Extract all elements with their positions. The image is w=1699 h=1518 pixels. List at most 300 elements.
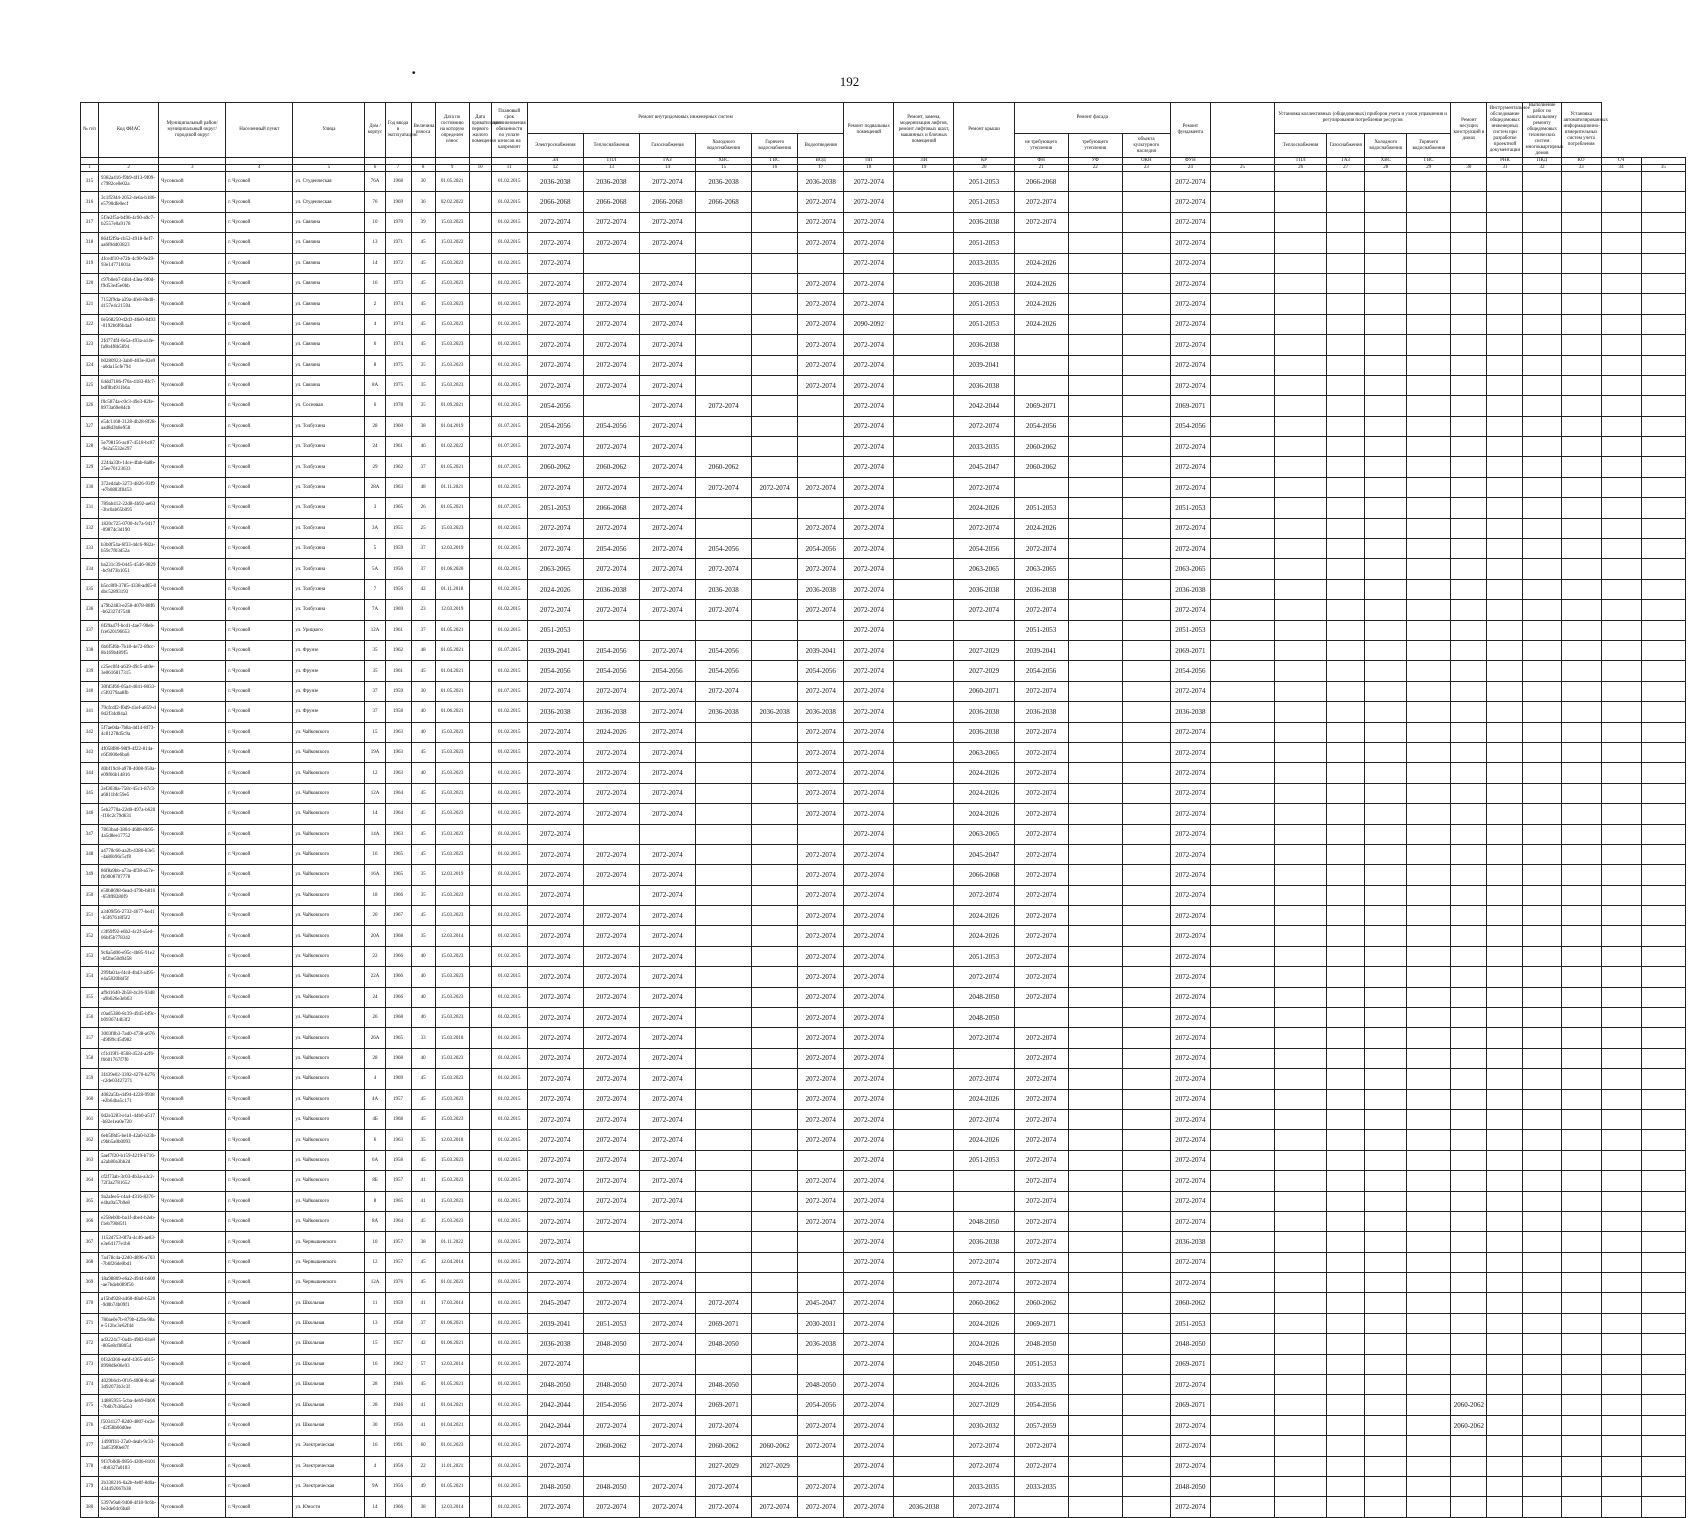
due-date: 01.02.2015 [491, 396, 527, 416]
extra-cell [1641, 212, 1685, 232]
build-year: 1956 [385, 559, 411, 579]
row-number: 368 [81, 1252, 99, 1272]
work-period: 2048-2050 [696, 1334, 752, 1354]
wear-date: 12.03.2014 [435, 926, 469, 946]
street-name: ул. Связина [293, 355, 365, 375]
table-row [81, 946, 1686, 966]
extra-cell [1407, 1334, 1451, 1354]
street-name: ул. Толбухина [293, 518, 365, 538]
due-date: 01.02.2015 [491, 661, 527, 681]
wear-date: 01.06.2020 [435, 559, 469, 579]
extra-cell [1365, 763, 1407, 783]
extra-cell [1641, 906, 1685, 926]
extra-cell [1641, 396, 1685, 416]
extra-cell [1365, 273, 1407, 293]
work-period: 2072-2074 [1014, 192, 1068, 212]
work-period: 2072-2074 [583, 1069, 639, 1089]
build-year: 1946 [385, 1375, 411, 1395]
work-period [894, 192, 954, 212]
work-period [1068, 233, 1122, 253]
work-period: 2060-2062 [954, 1293, 1014, 1313]
house-number: 14А [365, 824, 385, 844]
work-period: 2072-2074 [527, 926, 583, 946]
work-period [752, 294, 798, 314]
work-period [1122, 640, 1170, 660]
town-name: г. Чусовой [226, 457, 293, 477]
work-period: 2072-2074 [527, 1252, 583, 1272]
work-period [639, 1456, 695, 1476]
town-name: г. Чусовой [226, 620, 293, 640]
work-period: 2072-2074 [527, 1048, 583, 1068]
fias-code: e54c1168-3128-4b28-8f28-aad8d3b8e958 [99, 416, 159, 436]
extra-cell [1275, 1497, 1327, 1517]
house-number: 12 [365, 1252, 385, 1272]
code-cell: ХВС [696, 158, 752, 165]
extra-cell [1601, 946, 1641, 966]
hdr-cold-water: Холодного водоснабжения [696, 134, 752, 158]
extra-cell [1601, 498, 1641, 518]
extra-cell [1601, 865, 1641, 885]
work-period [696, 1069, 752, 1089]
column-number: 13 [583, 165, 639, 172]
extra-cell [1523, 1497, 1561, 1517]
wear-date: 02.02.2022 [435, 192, 469, 212]
house-number: 28 [365, 1395, 385, 1415]
work-period: 2072-2074 [583, 600, 639, 620]
street-name: ул. Электрическая [293, 1456, 365, 1476]
page-mark: • [412, 68, 416, 79]
extra-cell [1601, 640, 1641, 660]
wear-date: 15.03.2023 [435, 253, 469, 273]
extra-cell [1561, 804, 1601, 824]
due-date: 01.07.2015 [491, 681, 527, 701]
table-row [81, 1150, 1686, 1170]
work-period: 2072-2074 [1170, 1375, 1210, 1395]
work-period: 2024-2026 [1014, 294, 1068, 314]
work-period: 2036-2038 [954, 212, 1014, 232]
hdr-meter-hot: Горячего водоснабжения [1407, 134, 1451, 158]
extra-cell [1641, 273, 1685, 293]
extra-cell [1487, 926, 1523, 946]
build-year: 1961 [385, 620, 411, 640]
table-row [81, 600, 1686, 620]
privatization-date [469, 212, 491, 232]
extra-cell [1365, 1048, 1407, 1068]
extra-cell [1561, 722, 1601, 742]
wear-value: 40 [411, 987, 435, 1007]
privatization-date [469, 1232, 491, 1252]
row-number: 359 [81, 1069, 99, 1089]
table-row [81, 1334, 1686, 1354]
work-period [1122, 539, 1170, 559]
work-period [798, 498, 844, 518]
house-number: 24 [365, 987, 385, 1007]
house-number: 11 [365, 1293, 385, 1313]
area-name: Чусовской [159, 375, 226, 395]
extra-cell [1641, 600, 1685, 620]
extra-cell [1407, 1232, 1451, 1252]
table-row [81, 1109, 1686, 1129]
extra-cell [1210, 1415, 1274, 1435]
hdr-group-facade: Ремонт фасада [1014, 103, 1170, 134]
wear-value: 45 [411, 824, 435, 844]
work-period: 2072-2074 [1170, 987, 1210, 1007]
work-period: 2072-2074 [798, 1130, 844, 1150]
work-period: 2024-2026 [954, 783, 1014, 803]
work-period: 2072-2074 [583, 437, 639, 457]
work-period [696, 824, 752, 844]
work-period: 2072-2074 [844, 763, 894, 783]
work-period [696, 1028, 752, 1048]
extra-cell [1523, 294, 1561, 314]
work-period: 2030-2031 [798, 1313, 844, 1333]
work-period [696, 1191, 752, 1211]
work-period [752, 967, 798, 987]
build-year: 1959 [385, 539, 411, 559]
town-name: г. Чусовой [226, 987, 293, 1007]
extra-cell [1327, 559, 1365, 579]
work-period [752, 559, 798, 579]
table-row [81, 1293, 1686, 1313]
work-period [752, 946, 798, 966]
code-cell [1641, 158, 1685, 165]
table-row [81, 192, 1686, 212]
work-period [1122, 1477, 1170, 1497]
work-period [1014, 477, 1068, 497]
wear-date: 12.03.2019 [435, 539, 469, 559]
extra-cell [1451, 702, 1487, 722]
code-cell: УФ [1068, 158, 1122, 165]
extra-cell [1275, 396, 1327, 416]
extra-cell [1327, 233, 1365, 253]
extra-cell [1275, 1089, 1327, 1109]
due-date: 01.02.2015 [491, 539, 527, 559]
work-period: 2072-2074 [798, 294, 844, 314]
extra-cell [1561, 457, 1601, 477]
extra-cell [1275, 885, 1327, 905]
wear-date: 15.03.2023 [435, 1089, 469, 1109]
privatization-date [469, 1497, 491, 1517]
wear-value: 40 [411, 722, 435, 742]
work-period: 2072-2074 [583, 1273, 639, 1293]
work-period: 2024-2026 [954, 1313, 1014, 1333]
work-period [752, 416, 798, 436]
street-name: ул. Чайковского [293, 1171, 365, 1191]
column-number: 11 [491, 165, 527, 172]
table-row [81, 681, 1686, 701]
extra-cell [1275, 253, 1327, 273]
build-year: 1960 [385, 416, 411, 436]
row-number: 378 [81, 1456, 99, 1476]
street-name: ул. Чернышевского [293, 1273, 365, 1293]
work-period: 2054-2056 [798, 1395, 844, 1415]
area-name: Чусовской [159, 1150, 226, 1170]
work-period: 2072-2074 [844, 742, 894, 762]
work-period [1122, 416, 1170, 436]
wear-date: 15.03.2023 [435, 335, 469, 355]
extra-cell [1487, 865, 1523, 885]
area-name: Чусовской [159, 926, 226, 946]
extra-cell [1327, 844, 1365, 864]
house-number: 28 [365, 1375, 385, 1395]
extra-cell [1407, 1150, 1451, 1170]
column-number: 27 [1327, 165, 1365, 172]
extra-cell [1487, 620, 1523, 640]
privatization-date [469, 457, 491, 477]
work-period: 2072-2074 [639, 172, 695, 192]
work-period: 2072-2074 [1170, 1456, 1210, 1476]
work-period [696, 742, 752, 762]
privatization-date [469, 1028, 491, 1048]
work-period [639, 620, 695, 640]
work-period: 2072-2074 [1014, 926, 1068, 946]
extra-cell [1327, 1375, 1365, 1395]
work-period: 2060-2062 [583, 457, 639, 477]
extra-cell [1407, 865, 1451, 885]
extra-cell [1407, 396, 1451, 416]
extra-cell [1641, 416, 1685, 436]
extra-cell [1451, 926, 1487, 946]
extra-cell [1451, 233, 1487, 253]
work-period: 2072-2074 [844, 233, 894, 253]
work-period: 2072-2074 [583, 335, 639, 355]
extra-cell [1601, 824, 1641, 844]
work-period: 2072-2074 [798, 1477, 844, 1497]
wear-value: 41 [411, 1395, 435, 1415]
work-period [1068, 906, 1122, 926]
extra-cell [1327, 396, 1365, 416]
work-period: 2060-2062 [527, 457, 583, 477]
house-number: 13 [365, 233, 385, 253]
extra-cell [1487, 416, 1523, 436]
work-period [1122, 946, 1170, 966]
extra-cell [1487, 477, 1523, 497]
extra-cell [1275, 1069, 1327, 1089]
extra-cell [1210, 987, 1274, 1007]
extra-cell [1601, 539, 1641, 559]
wear-value: 46 [411, 437, 435, 457]
work-period [696, 1354, 752, 1374]
code-cell: ЛИ [894, 158, 954, 165]
build-year: 1956 [385, 579, 411, 599]
extra-cell [1407, 987, 1451, 1007]
extra-cell [1487, 355, 1523, 375]
work-period [696, 1150, 752, 1170]
work-period [1122, 1008, 1170, 1028]
extra-cell [1275, 355, 1327, 375]
work-period: 2036-2038 [527, 172, 583, 192]
work-period [1068, 1456, 1122, 1476]
extra-cell [1407, 783, 1451, 803]
wear-date: 01.05.2021 [435, 172, 469, 192]
extra-cell [1210, 1334, 1274, 1354]
extra-cell [1327, 926, 1365, 946]
work-period: 2072-2074 [527, 722, 583, 742]
work-period: 2072-2074 [583, 844, 639, 864]
work-period [752, 1334, 798, 1354]
extra-cell [1487, 804, 1523, 824]
build-year: 1946 [385, 1395, 411, 1415]
work-period [1122, 335, 1170, 355]
column-number: 22 [1068, 165, 1122, 172]
extra-cell [1275, 335, 1327, 355]
extra-cell [1561, 600, 1601, 620]
town-name: г. Чусовой [226, 1313, 293, 1333]
capital-repair-table [80, 102, 1686, 1518]
area-name: Чусовской [159, 212, 226, 232]
house-number: 30 [365, 1415, 385, 1435]
extra-cell [1641, 987, 1685, 1007]
street-name: ул. Чайковского [293, 844, 365, 864]
work-period: 2072-2074 [1014, 1273, 1068, 1293]
extra-cell [1601, 477, 1641, 497]
row-number: 356 [81, 1008, 99, 1028]
work-period: 2072-2074 [696, 681, 752, 701]
extra-cell [1275, 1354, 1327, 1374]
extra-cell [1451, 1497, 1487, 1517]
house-number: 35 [365, 640, 385, 660]
row-number: 355 [81, 987, 99, 1007]
work-period: 2072-2074 [1170, 1497, 1210, 1517]
wear-value: 35 [411, 885, 435, 905]
work-period: 2036-2038 [752, 702, 798, 722]
extra-cell [1407, 885, 1451, 905]
work-period: 2072-2074 [639, 1130, 695, 1150]
town-name: г. Чусовой [226, 1334, 293, 1354]
extra-cell [1365, 1171, 1407, 1191]
table-row [81, 804, 1686, 824]
wear-date: 15.03.2023 [435, 375, 469, 395]
street-name: ул. Толбухина [293, 539, 365, 559]
privatization-date [469, 172, 491, 192]
work-period [752, 1171, 798, 1191]
house-number: 8 [365, 1191, 385, 1211]
due-date: 01.02.2015 [491, 1477, 527, 1497]
column-number: 17 [798, 165, 844, 172]
work-period: 2072-2074 [954, 518, 1014, 538]
town-name: г. Чусовой [226, 559, 293, 579]
area-name: Чусовской [159, 192, 226, 212]
work-period [696, 437, 752, 457]
extra-cell [1523, 1150, 1561, 1170]
work-period [798, 1150, 844, 1170]
house-number: 7А [365, 600, 385, 620]
street-name: ул. Толбухина [293, 437, 365, 457]
row-number: 345 [81, 783, 99, 803]
work-period: 2066-2068 [527, 192, 583, 212]
work-period: 2072-2074 [527, 824, 583, 844]
hdr-sewer: Водоотведения [798, 134, 844, 158]
house-number: 8 [365, 355, 385, 375]
extra-cell [1210, 1069, 1274, 1089]
town-name: г. Чусовой [226, 946, 293, 966]
extra-cell [1365, 1375, 1407, 1395]
due-date: 01.02.2015 [491, 314, 527, 334]
work-period: 2072-2074 [639, 804, 695, 824]
wear-date: 15.03.2018 [435, 1028, 469, 1048]
work-period [1068, 1130, 1122, 1150]
work-period: 2072-2074 [583, 1415, 639, 1435]
wear-value: 48 [411, 477, 435, 497]
extra-cell [1365, 804, 1407, 824]
work-period [1068, 1436, 1122, 1456]
extra-cell [1561, 906, 1601, 926]
wear-value: 37 [411, 620, 435, 640]
extra-cell [1327, 1171, 1365, 1191]
extra-cell [1561, 1008, 1601, 1028]
work-period [1068, 844, 1122, 864]
extra-cell [1601, 253, 1641, 273]
town-name: г. Чусовой [226, 722, 293, 742]
extra-cell [1451, 335, 1487, 355]
build-year: 1964 [385, 1211, 411, 1231]
extra-cell [1327, 1273, 1365, 1293]
extra-cell [1451, 477, 1487, 497]
extra-cell [1407, 1375, 1451, 1395]
extra-cell [1327, 1354, 1365, 1374]
work-period [894, 783, 954, 803]
work-period [1068, 172, 1122, 192]
work-period: 2024-2026 [1014, 518, 1068, 538]
work-period [752, 1415, 798, 1435]
extra-cell [1275, 233, 1327, 253]
extra-cell [1601, 926, 1641, 946]
street-name: ул. Чайковского [293, 1069, 365, 1089]
work-period [894, 1436, 954, 1456]
extra-cell [1327, 1456, 1365, 1476]
street-name: ул. Чайковского [293, 1211, 365, 1231]
work-period [1122, 1334, 1170, 1354]
row-number: 379 [81, 1477, 99, 1497]
work-period: 2072-2074 [1014, 1211, 1068, 1231]
work-period [1014, 355, 1068, 375]
hdr-town: Населенный пункт [226, 103, 293, 158]
extra-cell [1561, 518, 1601, 538]
privatization-date [469, 885, 491, 905]
work-period [894, 885, 954, 905]
table-row [81, 1191, 1686, 1211]
work-period: 2072-2074 [798, 783, 844, 803]
extra-cell [1641, 1109, 1685, 1129]
extra-cell [1365, 640, 1407, 660]
work-period: 2054-2056 [583, 661, 639, 681]
extra-cell [1210, 681, 1274, 701]
extra-cell [1601, 1497, 1641, 1517]
column-number: 18 [844, 165, 894, 172]
work-period: 2060-2062 [1170, 1293, 1210, 1313]
extra-cell [1327, 702, 1365, 722]
wear-value: 45 [411, 294, 435, 314]
work-period [1122, 1028, 1170, 1048]
work-period: 2072-2074 [639, 1008, 695, 1028]
work-period: 2072-2074 [1170, 314, 1210, 334]
work-period: 2072-2074 [1170, 906, 1210, 926]
due-date: 01.07.2015 [491, 498, 527, 518]
work-period: 2072-2074 [527, 1008, 583, 1028]
work-period: 2024-2026 [954, 1089, 1014, 1109]
area-name: Чусовской [159, 253, 226, 273]
work-period: 2072-2074 [639, 396, 695, 416]
work-period [1068, 1191, 1122, 1211]
build-year: 1969 [385, 600, 411, 620]
build-year: 1963 [385, 824, 411, 844]
work-period: 2072-2074 [1170, 1436, 1210, 1456]
work-period: 2072-2074 [1014, 1150, 1068, 1170]
privatization-date [469, 1069, 491, 1089]
due-date: 01.02.2015 [491, 600, 527, 620]
extra-cell [1210, 1150, 1274, 1170]
extra-cell [1487, 457, 1523, 477]
